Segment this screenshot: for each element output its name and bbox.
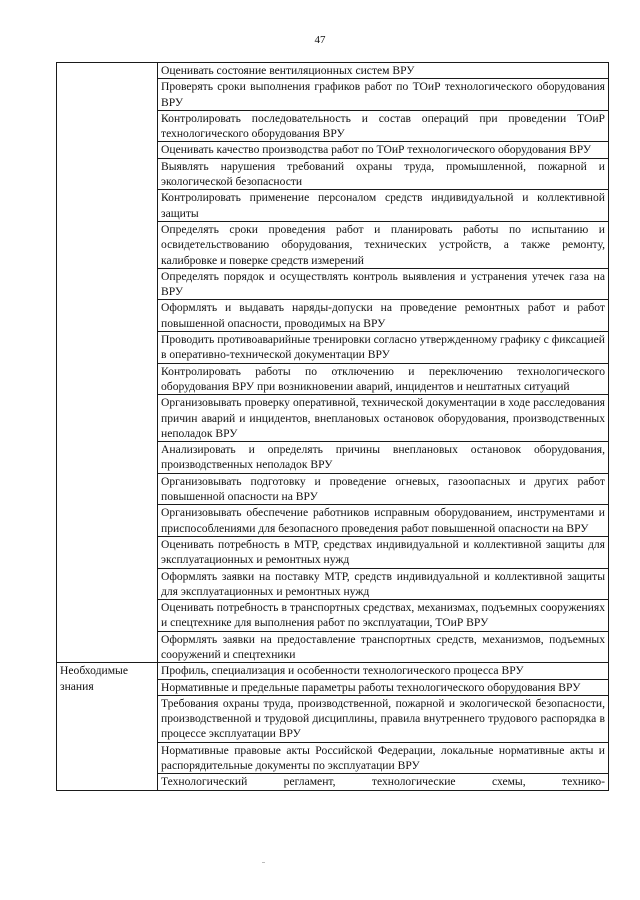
skill-item: Контролировать применение персоналом средств индивидуальной и коллективной защиты — [158, 190, 609, 222]
skill-item: Определять сроки проведения работ и планировать работы по испытанию и освидетельствованию оборудования, технических устройств, а также ремонту, калибровке и поверке средств измерений — [158, 221, 609, 268]
skill-item: Оценивать потребность в транспортных средствах, механизмах, подъемных сооружениях и спецтехнике для выполнения работ по эксплуатации, ТОиР ВРУ — [158, 600, 609, 632]
skill-item: Оформлять заявки на предоставление транспортных средств, механизмов, подъемных сооружений и спецтехники — [158, 631, 609, 663]
skill-item: Контролировать работы по отключению и переключению технологического оборудования ВРУ при возникновении аварий, инцидентов и нештатных ситуаций — [158, 363, 609, 395]
skill-item: Оценивать потребность в МТР, средствах индивидуальной и коллективной защиты для эксплуатационных и ремонтных нужд — [158, 536, 609, 568]
skill-item: Организовывать проверку оперативной, технической документации в ходе расследования причин аварий и инцидентов, внеплановых остановок оборудования, производственных неполадок ВРУ — [158, 395, 609, 442]
competency-table — [56, 62, 609, 791]
skill-item: Проводить противоаварийные тренировки согласно утвержденному графику с фиксацией в оперативно-технической документации ВРУ — [158, 332, 609, 364]
knowledge-item: Профиль, специализация и особенности технологического процесса ВРУ — [158, 663, 609, 679]
scan-mark — [262, 862, 265, 863]
knowledge-item: Нормативные и предельные параметры работы технологического оборудования ВРУ — [158, 679, 609, 695]
skill-item: Анализировать и определять причины внеплановых остановок оборудования, производственных неполадок ВРУ — [158, 442, 609, 474]
page-number: 47 — [314, 34, 326, 46]
skill-item: Оценивать качество производства работ по ТОиР технологического оборудования ВРУ — [158, 142, 609, 158]
skill-item: Оценивать состояние вентиляционных систем ВРУ — [158, 63, 609, 79]
section-label — [57, 63, 158, 663]
skill-item: Проверять сроки выполнения графиков работ по ТОиР технологического оборудования ВРУ — [158, 79, 609, 111]
skill-item: Организовывать подготовку и проведение огневых, газоопасных и других работ повышенной опасности на ВРУ — [158, 473, 609, 505]
table-row — [57, 663, 609, 679]
skill-item: Определять порядок и осуществлять контроль выявления и устранения утечек газа на ВРУ — [158, 268, 609, 300]
skill-item: Выявлять нарушения требований охраны труда, промышленной, пожарной и экологической безопасности — [158, 158, 609, 190]
knowledge-item: Требования охраны труда, производственной, пожарной и экологической безопасности, производственной и трудовой дисциплины, правила внутреннего трудового распорядка в процессе эксплуатации ВРУ — [158, 695, 609, 742]
skill-item: Оформлять заявки на поставку МТР, средств индивидуальной и коллективной защиты для эксплуатационных и ремонтных нужд — [158, 568, 609, 600]
skill-item: Оформлять и выдавать наряды-допуски на проведение ремонтных работ и работ повышенной опасности, проводимых на ВРУ — [158, 300, 609, 332]
knowledge-item: Нормативные правовые акты Российской Федерации, локальные нормативные акты и распорядительные документы по эксплуатации ВРУ — [158, 742, 609, 774]
skill-item: Контролировать последовательность и состав операций при проведении ТОиР технологического оборудования ВРУ — [158, 110, 609, 142]
section-label: Необходимые знания — [57, 663, 158, 790]
skill-item: Организовывать обеспечение работников исправным оборудованием, инструментами и приспособлениями для безопасного проведения работ повышенной опасности на ВРУ — [158, 505, 609, 537]
table-row — [57, 63, 609, 79]
knowledge-item: Технологический регламент, технологические схемы, технико- — [158, 774, 609, 790]
